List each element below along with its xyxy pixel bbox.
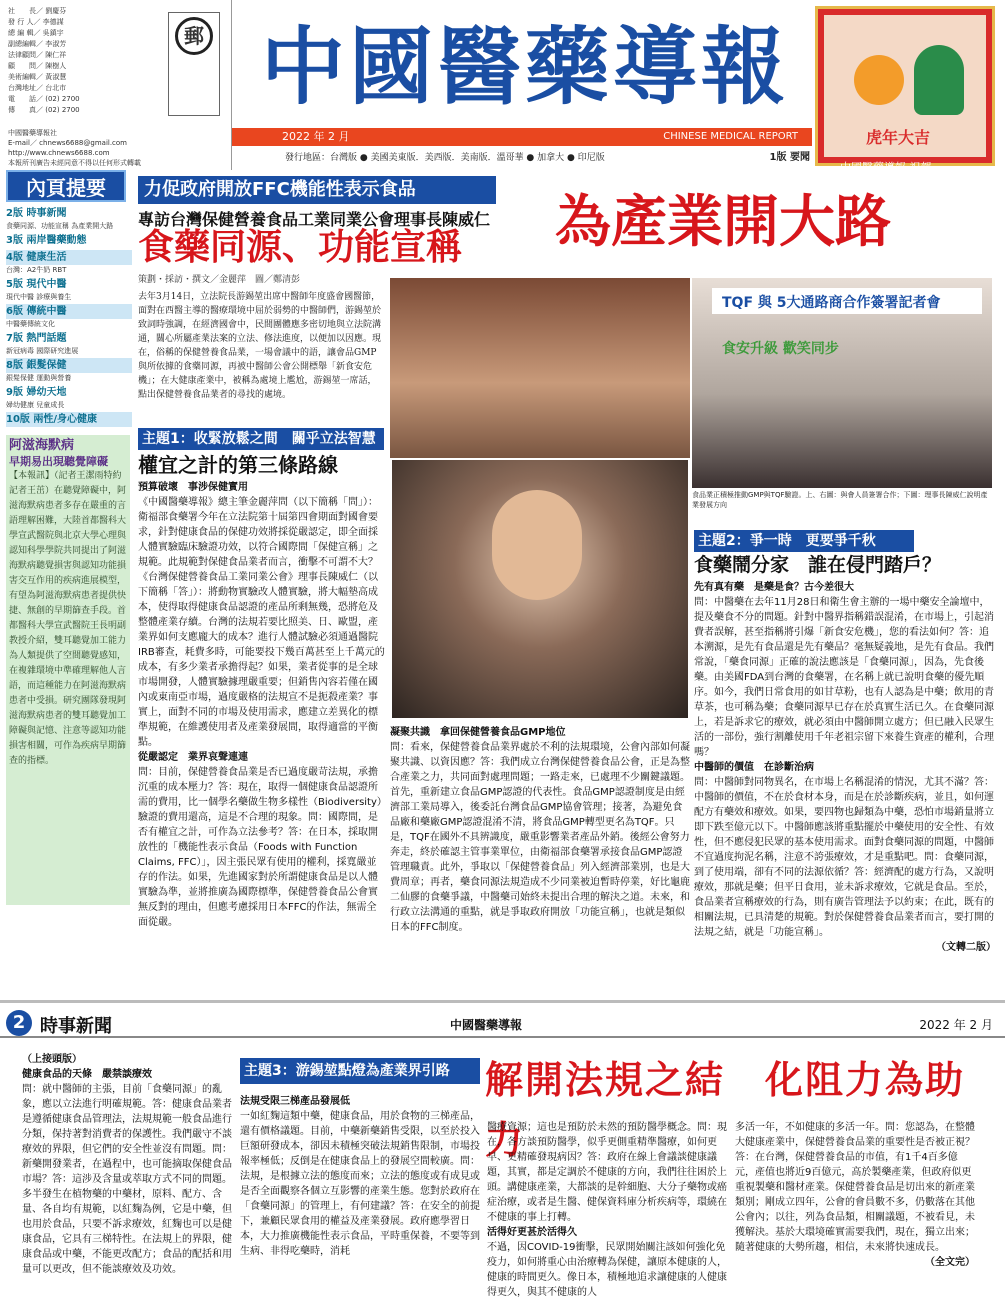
publisher-line: 傳 真／ (02) 2700 xyxy=(8,106,80,114)
sidebar-story-title: 阿滋海默病 xyxy=(9,438,75,453)
theme2-label: 主題2：爭一時 更要爭千秋 xyxy=(694,530,914,552)
sidebar-item-sub: 台灣：A2牛奶 RBT xyxy=(6,266,67,274)
continued-note: （文轉二版） xyxy=(936,942,996,953)
sidebar-item[interactable]: 3版 兩岸醫藥動態 xyxy=(6,235,87,246)
theme2-title: 食藥鬧分家 誰在侵門踏戶？ xyxy=(694,554,942,576)
sidebar-story-body: 【本報訊】（記者王潔雨特約記者王茁）在聽覺障礙中，阿滋海默病患者多存在嚴重的言語理解困難，大陸首都醫科大學宣武醫院與北京大學心理與認知科學學院共同提出了阿滋海默病聽覺損害與認知功能損害交互作用的疾病進展模型，有望為阿滋海默病患者提供快捷、無創的早期篩查手段。首都醫科大學宣武醫院王長明副教授介紹，雙耳聽覺加工能力為人類提供了空間聽覺感知，在複雜環境中準確理解他人言語，而這種能力在阿滋海默病患者中受損。研究團隊發現阿滋海默病患者的雙耳聽覺加工障礙與記憶、注意等認知功能損害相關，可作為疾病早期篩查的指標。 xyxy=(9,471,127,766)
page2-col4-end: （全文完） xyxy=(925,1257,975,1268)
publisher-line: 電 話／ (02) 2700 xyxy=(8,95,80,103)
lead-subhead: 專訪台灣保健營養食品工業同業公會理事長陳威仁 xyxy=(138,210,491,229)
sidebar-item-sub: 銀髮保健 運動與營養 xyxy=(6,374,72,382)
publisher-info xyxy=(0,0,232,170)
distribution-line xyxy=(285,150,810,163)
page-divider xyxy=(0,1000,1005,1003)
theme2-text: 問：中醫藥在去年11月28日和衛生會主辦的一場中藥安全論壇中，提及藥食不分的問題。針對中醫界指稱錯誤混淆，在市場上，引起消費者誤解，甚至指稱將引爆「新食安危機」，您的看法如何？答：追本溯源，是先有食品還是先有藥品？毫無疑義地，是先有食品。我們常說，「藥食同源」正確的說法應該是「食藥同源」，因為，先食後藥。由美國FDA到台灣的食藥署，在名稱上就已說明食藥的優先順序。如今，我們日常食用的如甘草粉，也有人認為是中藥；飲用的青草茶，也可稱為藥；食藥同源早已存在於真實生活已久。在食藥同源上，若是訴求它的療效，就必須由中醫師開立處方；但已融入民眾生活的一部份，強行割離使用千年老祖宗留下來養生資產的權利，合理嗎？ xyxy=(694,597,994,758)
publisher-line: 顧 問／ 陳樹人 xyxy=(8,62,67,70)
page2-column-4 xyxy=(735,1120,975,1270)
lead-byline: 策劃・採訪・撰文／金麗萍 圖／鄭清彭 xyxy=(138,275,301,285)
sidebar-item[interactable]: 10版 兩性/身心健康 xyxy=(6,412,132,427)
page2-headline: 解開法規之結 化阻力為助力 xyxy=(485,1058,966,1162)
publisher-name: 中國醫藥導報社 xyxy=(8,129,57,137)
page2-column-2 xyxy=(240,1094,480,1259)
publisher-line: 發 行 人／ 李德謀 xyxy=(8,18,64,26)
theme1-title: 權宜之計的第三條路線 xyxy=(138,453,338,477)
lead-headline-right: 為產業開大路 xyxy=(555,190,891,255)
page2-column-1 xyxy=(22,1052,232,1277)
page2-paper-name: 中國醫藥導報 xyxy=(450,1018,523,1032)
lead-headline-left: 食藥同源、功能宣稱 xyxy=(138,227,463,268)
page2-col3-body: 醫療資源；這也是預防於未然的預防醫學概念。問：現在，各方談預防醫學，似乎更側重精準醫療，如何更早、更精確發現病因？答：政府在線上會議談健康議題，其實，都是定調於不健康的方向，我們往往困於上頭。講健康產業，大都談的是幹細胞、大分子藥物或癌症治療，或者是生醫、健保資料庫分析疾病等，環繞在不健康的事上打轉。 xyxy=(487,1122,727,1223)
sidebar-item[interactable]: 8版 銀髮保健 xyxy=(6,358,132,373)
publisher-line: 台灣地址／ 台北市 xyxy=(8,84,67,92)
publisher-line: 法律顧問／ 陳仁祥 xyxy=(8,51,67,59)
sidebar-item-sub: 食藥同源、功能宣稱 為產業開大路 xyxy=(6,222,114,230)
theme2-text2: 問：中醫師對同物異名，在市場上名稱混淆的情況，尤其不滿？答：中醫師的價值，不在於食材本身，而是在於診斷疾病，並且，如何運配方有藥效和療效。如果，要四物也歸類為中藥，恐怕市場銷量將立即下跌至億元以下。中醫師應該將重點擺於中藥使用的安全性、有效性，但不應侵犯民眾的基本使用需求。面對食藥同源的問題，中醫師不宜過度拘泥名稱，注意不誇張療效，才是重點吧。問：食藥同源，到了使用端，卻有不同的法源依循？答：經濟配的處方行為，又說明療效，那就是藥；但平日食用，並未訴求療效，它就是食品。至於，食品業者宣稱療效的行為，則有廣告管理法予以約束；在此，既有的相關法規，已具清楚的規範。對於保健營養食品業者而言，要打開的法規之結，就是「功能宣稱」。 xyxy=(694,777,994,938)
newspaper-title: 中國醫藥導報 xyxy=(260,17,789,116)
theme1-subhead: 從嚴認定 業界哀聲連連 xyxy=(138,752,248,763)
theme2-lead: 先有真有藥 是藥是食？古今差很大 xyxy=(694,582,854,593)
masthead xyxy=(240,8,810,128)
theme1-text2: 問：目前，保健營養食品業是否已過度嚴苛法規，承擔沉重的成本壓力？答：現在，取得一個健康食品認證所需的費用，比一個學名藥做生物多樣性（Biodiversity）驗證的費用還高，這是不合理的現象。問：國際間，是否有權宜之計，可作為立法參考？答：在日本，採取開放性的「機能性表示食品（Foods with Function Claims, FFC）」，因主張民眾有使用的權利，採寬嚴並存的作法。如果，先進國家對於所謂健康食品是以人體實驗為準，並將推廣為國際標準，保健營養食品公會實無反對的理由，但應考慮採用日本FFC的作法，無需全面從嚴。 xyxy=(138,767,382,928)
newspaper-seal xyxy=(168,12,220,116)
theme1-text: 《中國醫藥導報》總主筆金麗萍問（以下簡稱「問」）：衛福部食藥署今年在立法院第十屆第四會期面對國會要求，針對健康食品的保健功效將採從嚴認定，即全面採人體實驗臨床驗證功效，以符合國際間「保健宣稱」之規範。此規範對保健食品業者而言，衝擊不可謂不大？《台灣保健營養食品工業同業公會》理事長陳威仁（以下簡稱「答」）：將動物實驗改人體實驗，將大幅墊高成本，使得取得健康食品認證的產品所剩無幾，恐將危及整體產業存續。台灣的法規若要比照美、日、歐盟，產業界如何支應龐大的成本？進行人體試驗必須通過醫院IRB審查，耗費多時，可能要投下幾百萬甚至上千萬元的成本，有多少業者承擔得起？如果，業者從事的是全球市場開發，人體實驗據理嚴重要；但銷售內容若僅在國內或東南亞市場，過度嚴格的法規宣不是扼殺產業？事實上，面對不同的市場及使用需求，應建立差異化的標準規範，在維護使用者及產業發展間，取得適當的平衡點。 xyxy=(138,497,385,748)
photo-caption: 食品業正積極推動GMP與TQF驗證。上、右圖：與會人員簽署合作；下圖：理事長陳威仁說明產業發展方向 xyxy=(692,491,988,509)
sidebar-item[interactable]: 9版 婦幼天地 xyxy=(6,387,67,398)
sidebar-item[interactable]: 2版 時事新聞 xyxy=(6,208,67,219)
portrait-caption: 凝聚共識 拿回保健營養食品GMP地位 xyxy=(390,727,566,738)
sidebar-contents xyxy=(6,170,132,970)
publisher-email: E-mail／ chnews6688@gmail.com xyxy=(8,139,128,147)
page2-col1-sub: 健康食品的天條 嚴禁談療效 xyxy=(22,1069,152,1080)
theme2-body xyxy=(694,580,996,955)
sidebar-list xyxy=(6,206,132,427)
sidebar-title: 內頁提要 xyxy=(6,170,126,202)
publisher-list xyxy=(8,6,168,116)
edition-label: 1版 要聞 xyxy=(769,152,810,163)
page2-col2-body: 一如紅麴這類中藥，健康食品，用於食物的三梯產品，還有價格議題。目前，中藥新藥銷售受限，以至於投入巨額研發成本，卻因未積極突破法規銷售限制，市場投報率極低；反倒是在健康食品上的發展空間較廣。問：法規，是根據立法的態度而來；立法的態度或有成見或是否全面觀察各個立互影響的產業生態。您對於政府在「食藥同源」的管理上，有何建議？答：在安全的前提下，兼顧民眾食用的權益及產業發展。政府應學習日本，大力推廣機能性表示食品，平時重保養，不要等到生病、非得吃藥時，消耗 xyxy=(240,1111,480,1257)
page2-col2-sub: 法規受限三梯產品發展低 xyxy=(240,1096,350,1107)
theme3-label: 主題3：游錫堃點燈為產業界引路 xyxy=(240,1058,480,1084)
sidebar-item-sub: 新冠病毒 國際研究進展 xyxy=(6,347,79,355)
date-bar xyxy=(232,128,812,146)
publisher-line: 副總編輯／ 李淑芳 xyxy=(8,40,67,48)
photo-banner: TQF 與 5大通路商合作簽署記者會 xyxy=(712,288,982,314)
copyright-note: 本報所刊廣告未經同意不得以任何形式轉載 xyxy=(8,159,141,167)
publisher-line: 總 編 輯／ 吳鎮宇 xyxy=(8,29,64,37)
page2-header xyxy=(0,1008,1005,1038)
photo-slogan: 食安升級 歡笑同步 xyxy=(722,341,839,357)
sidebar-story xyxy=(6,435,130,905)
page2-col1-body: 問：就中醫師的主張，目前「食藥同源」的亂象，應以立法進行明確規範。答：健康食品業者是遵循健康食品管理法，法規規範一般食品進行分類，保持著對消費者的保護性。我們嚴守不談療效的界限，但它們的安全性並沒有問題。問：新藥開發業者，在過程中，也可能摘取保健食品市場？答：這涉及含量或萃取方式不同的問題。多半發生在植物藥的中藥材，原料、配方、含量、各自均有規範，以紅麴為例，它是中藥，但也用於食品，只要不訴求療效，紅麴也可以是健康食品，它具有三梯特性。在法規上的界限，健康食品或中藥，不能更改配方；食品的配括和用量可以更改，但不能談療效及功效。 xyxy=(22,1084,232,1275)
page2-col1-head: （上接頭版） xyxy=(22,1054,82,1065)
sidebar-item-sub: 中醫藥傳統文化 xyxy=(6,320,55,328)
page2-col3-sub: 活得好更甚於活得久 xyxy=(487,1227,577,1238)
publisher-url: http://www.chnews6688.com xyxy=(8,149,110,157)
meeting-photo xyxy=(390,278,690,488)
lead-kicker: 力促政府開放FFC機能性表示食品 xyxy=(138,176,496,204)
sidebar-item[interactable]: 5版 現代中醫 xyxy=(6,279,67,290)
portrait-face xyxy=(492,490,582,600)
press-conference-photo xyxy=(692,278,992,488)
theme1-label: 主題1：收緊放鬆之間 關乎立法智慧 xyxy=(138,428,384,450)
page2-column-3 xyxy=(487,1120,727,1300)
sidebar-item[interactable]: 4版 健康生活 xyxy=(6,250,132,265)
publisher-line: 美術編輯／ 黃淑慧 xyxy=(8,73,67,81)
publisher-footer xyxy=(8,128,228,168)
seal-icon: 郵 xyxy=(175,17,213,55)
greeting-illustration xyxy=(824,15,986,157)
sidebar-item[interactable]: 6版 傳統中醫 xyxy=(6,304,132,319)
page2-col4-body: 多活一年，不如健康的多活一年。問：您認為，在整體大健康產業中，保健營養食品業的重要性是否被正視？答：在台灣，保健營養食品的市值，有1千4百多億元，產值也將近9百億元，高於製藥產業，但政府似更重視製藥和醫材產業。保健營養食品是切出來的新產業類別；剛成立四年，公會的會員數不多，仍數落在其他公會內；以往，列為食品類，相關議題，不被看見，未獲解決。基於大環境確實需要我們，現在，獨立出來；隨著健康的大勢所趨，相信，未來將快速成長。 xyxy=(735,1122,975,1253)
distribution-text: 發行地區：台灣版 ● 美國美東版．美西版．美南版．溫哥華 ● 加拿大 ● 印尼版 xyxy=(285,153,605,163)
page2-section: 時事新聞 xyxy=(40,1016,112,1037)
portrait-photo xyxy=(390,458,690,720)
greeting-text: 虎年大吉 xyxy=(866,128,931,147)
sidebar-item-sub: 現代中醫 診療與養生 xyxy=(6,293,72,301)
sidebar-item-sub: 婦幼健康 兒童成長 xyxy=(6,401,65,409)
chef-icon xyxy=(914,45,964,115)
lead-intro: 去年3月14日，立法院長游錫堃出席中醫師年度盛會國醫節，面對在西醫主導的醫療環境中屈於弱勢的中醫師們，游錫堃於致詞時強調，在經濟國會中，民間團體應多密切地與立法院溝通，關心所屬產業法案的立法、修法進度，以便加以因應。現在，俗稱的保健營養食品業，一場會議中的語，讓會品GMP與所依據的食藥同源，再被中醫師公會公開標舉「新食安危機」；在大健康產業中，被稱為處境上尷尬，游錫堃一席話，點出保健營養食品業者的尋找的處境。 xyxy=(138,292,382,400)
page2-number: 2 xyxy=(6,1010,32,1036)
english-title: CHINESE MEDICAL REPORT xyxy=(663,131,798,142)
theme2-subhead: 中醫師的價值 在診斷治病 xyxy=(694,762,814,773)
page2-date: 2022 年 2 月 xyxy=(919,1018,993,1032)
new-year-greeting-ad xyxy=(815,6,995,174)
greeting-signature: 中國醫藥導報 祝賀 xyxy=(840,161,932,174)
issue-date: 2022 年 2 月 xyxy=(282,130,350,143)
page2-col3-body2: 不過，因COVID-19衝擊，民眾開始關注該如何強化免疫力，如何將重心由治療轉為保健，讓原本健康的人，健康的時間更久。像日本，積極地追求讓健康的人健康得更久，與其不健康的人 xyxy=(487,1242,727,1298)
publisher-line: 社 長／ 劉慶芬 xyxy=(8,7,67,15)
sidebar-item[interactable]: 7版 熱門話題 xyxy=(6,333,67,344)
theme1-lead: 預算破壞 事涉保健實用 xyxy=(138,482,248,493)
sidebar-story-subtitle: 早期易出現聽覺障礙 xyxy=(9,455,108,468)
theme1-body xyxy=(138,480,386,930)
tiger-icon xyxy=(854,55,904,105)
middle-article-body: 問：看來，保健營養食品業界處於不利的法規環境，公會內部如何凝聚共識、以資因應？答：我們成立台灣保健營養食品公會，正是為整合產業之力，共同面對處理問題；一路走來，已處理不少關鍵議題。首先，重新建立食品GMP認證的代表性。食品GMP認證制度是由經濟部工業局導入，後委託台灣食品GMP協會管理；接著，為避免食品廠和藥廠GMP認證混淆不清，將食品GMP轉型更名為TQF。只是，TQF在國外不具辨識度，嚴重影響業者產品外銷。後經公會努力奔走，終於確認主管事業單位，由衛福部食藥署承接食品GMP認證管理職責。此外，爭取以「保健營養食品」列入經濟部業別，也是大費周章；再者，藥食同源法規造成不少同業被迫暫時停業，好比龜鹿二仙膠的食藥爭議，中醫藥司始終未提出合理的解決之道。未來，和行政立法溝通的重點，就是爭取政府開放「功能宣稱」，也就是類似日本的FFC制度。 xyxy=(390,742,690,933)
